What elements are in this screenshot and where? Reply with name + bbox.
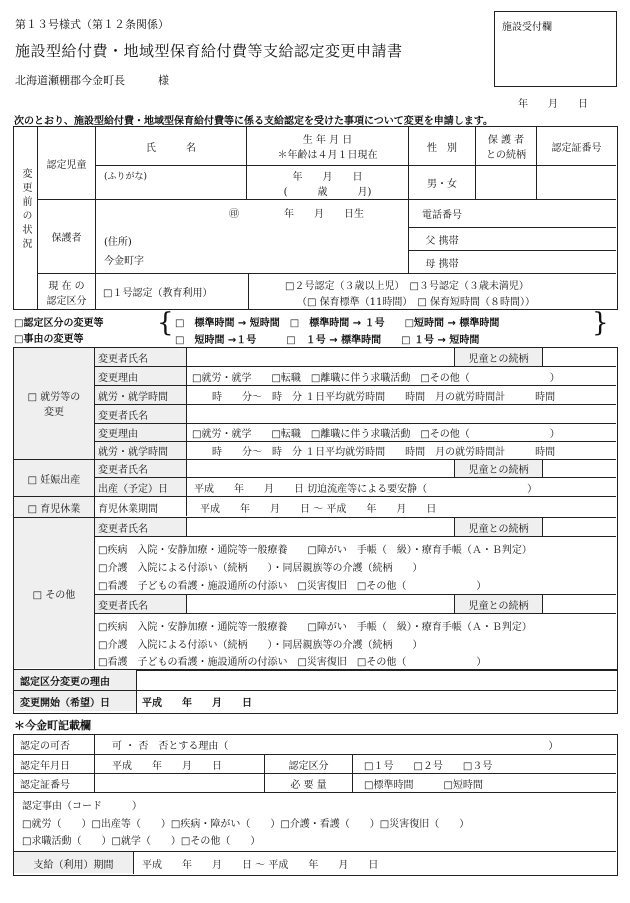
work-time-fields[interactable]: 時 分～ 時 分 １日平均就労時間 時間 月の就労時間計 時間 [212,447,556,458]
col-birth-note: ＊年齢は４月１日現在 [277,150,378,161]
office-section-title: ＊今金町記載欄 [14,719,91,732]
other-care-line[interactable]: □介護 入院による付添い（続柄 ）・同居親族等の介護（続柄 ） [98,562,423,574]
addressee: 北海道瀬棚郡今金町長 様 [15,74,169,87]
document-title: 施設型給付費・地域型保育給付費等支給認定変更申請書 [15,42,403,60]
work-change-checkbox[interactable]: □ 就労等の [27,392,81,403]
other-nursing-line[interactable]: □看護 子どもの看護・施設通所の付添い □災害復旧 □その他（ ） [98,580,487,592]
changer-name-label: 変更者氏名 [98,353,148,365]
other-illness-line[interactable]: □疾病 入院・安静加療・通院等一般療養 □障がい 手帳（ 級）・療育手帳（Ａ・Ｂ判定） [98,544,532,556]
category-2-3-checkbox[interactable]: □２号認定（３歳以上児） □３号認定（３歳未満児） [285,281,529,292]
reason-code-options-2[interactable]: □求職活動（ ）□就学（ ）□その他（ ） [22,836,261,847]
work-time-label: 就労・就学時間 [98,391,168,403]
changer-name-label: 変更者氏名 [98,410,148,422]
child-label: 認定児童 [46,159,87,171]
other-care-line[interactable]: □介護 入院による付添い（続柄 ）・同居親族等の介護（続柄 ） [98,639,423,651]
leave-period-label: 育児休業期間 [98,503,158,515]
current-category-label-2: 認定区分 [46,295,87,307]
approval-label: 認定の可否 [20,741,70,752]
work-change-label: 変更 [44,407,64,418]
other-nursing-line[interactable]: □看護 子どもの看護・施設通所の付添い □災害復旧 □その他（ ） [98,656,487,668]
change-options-row1[interactable]: □ 標準時間 → 短時間 □ 標準時間 → １号 □短時間 → 標準時間 [175,318,500,329]
col-sex: 性 別 [427,142,457,154]
work-time-label: 就労・就学時間 [98,447,168,458]
office-category-options[interactable]: □１号 □２号 □３号 [364,760,493,772]
changer-name-label: 変更者氏名 [98,465,148,476]
child-relation-label: 児童との続柄 [468,523,529,535]
approval-field[interactable]: 可 ・ 否 否とする理由（ ） [112,741,559,752]
col-name: 氏 名 [146,142,196,154]
work-reason-options[interactable]: □就労・就学 □転職 □離職に伴う求職活動 □その他（ ） [192,372,560,384]
change-options-row2[interactable]: □ 短時間 →１号 □ １号 → 標準時間 □ １号 → 短時間 [175,335,480,346]
left-brace: { [157,308,174,338]
change-reason-label: 変更理由 [98,372,138,384]
birth-ymd: 年 月 日 [292,171,363,183]
start-date-label: 変更開始（希望）日 [20,698,110,709]
application-date[interactable]: 年 月 日 [518,99,588,110]
reason-code-label: 認定事由（コード ） [22,801,142,812]
pregnancy-checkbox[interactable]: □ 妊娠出産 [27,474,81,486]
sex-options[interactable]: 男・女 [427,179,457,190]
col-relation: 保 護 者 [487,135,525,146]
reason-code-options-1[interactable]: □就労（ ）□出産等（ ）□疾病・障がい（ ）□介護・看護（ ）□災害復旧（ ） [22,819,470,830]
childcare-leave-checkbox[interactable]: □ 育児休業 [27,503,81,515]
reception-box [494,11,617,87]
work-reason-options[interactable]: □就労・就学 □転職 □離職に伴う求職活動 □その他（ ） [192,429,560,440]
before-side-label: 変更前の状況 [20,168,31,252]
child-relation-label: 児童との続柄 [468,353,529,365]
current-category-label: 現 在 の [48,280,85,292]
birth-age: ( 歳 月) [283,186,372,198]
address-value[interactable]: 今金町字 [104,256,144,267]
changer-name-label: 変更者氏名 [98,600,148,612]
category-1-checkbox[interactable]: □１号認定（教育利用） [103,288,213,299]
furigana-label: (ふりがな) [104,172,148,182]
cert-no-field[interactable] [537,166,616,199]
col-cert-no: 認定証番号 [551,142,602,154]
intro-text: 次のとおり、施設型給付費・地域型保育給付費等に係る支給認定を受けた事項について変更を申請します。 [14,116,493,127]
mother-mobile-label: 母 携帯 [425,258,459,270]
office-cert-no-label: 認定証番号 [20,779,70,791]
col-relation-2: との続柄 [486,150,526,161]
other-illness-line[interactable]: □疾病 入院・安静加療・通院等一般療養 □障がい 手帳（ 級）・療育手帳（Ａ・Ｂ判定） [98,621,532,633]
due-date-label: 出産（予定）日 [98,483,168,495]
change-reason-label: 変更理由 [98,429,138,440]
child-birth-field[interactable] [247,166,408,199]
supply-period-label: 支給（利用）期間 [33,859,114,871]
office-category-label: 認定区分 [288,760,329,772]
right-brace: } [592,308,609,338]
category-reason-label: 認定区分変更の理由 [20,676,110,688]
category-change-checkbox[interactable]: □認定区分の変更等 [14,318,104,329]
guardian-label: 保護者 [51,233,82,244]
phone-label: 電話番号 [422,210,462,221]
child-name-field[interactable] [96,178,246,198]
other-checkbox[interactable]: □ その他 [32,590,76,601]
guardian-birth[interactable]: 年 月 日生 [284,209,364,220]
care-hours-checkbox[interactable]: （□ 保育標準（11時間） □ 保育短時間（８時間）） [297,297,535,308]
reception-label: 施設受付欄 [502,22,552,33]
required-amount-options[interactable]: □標準時間 □短時間 [364,779,483,791]
seal-mark: ㊞ [229,209,239,220]
father-mobile-label: 父 携帯 [425,235,459,247]
start-date-field[interactable]: 平成 年 月 日 [142,698,252,709]
address-label: (住所) [104,237,132,248]
work-time-fields[interactable]: 時 分～ 時 分 １日平均就労時間 時間 月の就労時間計 時間 [212,391,556,403]
child-relation-label: 児童との続柄 [468,600,529,612]
reason-change-checkbox[interactable]: □事由の変更等 [14,334,84,345]
due-date-field[interactable]: 平成 年 月 日 切迫流産等による要安静（ ） [194,483,538,495]
relation-field[interactable] [476,166,536,199]
leave-period-field[interactable]: 平成 年 月 日 ～ 平成 年 月 日 [200,503,437,515]
supply-period-field[interactable]: 平成 年 月 日 ～ 平成 年 月 日 [142,859,379,871]
changer-name-label: 変更者氏名 [98,523,148,535]
form-number: 第１３号様式（第１２条関係） [15,18,169,31]
category-reason-field[interactable] [140,670,610,690]
col-birth: 生 年 月 日 [302,135,353,146]
approval-date-label: 認定年月日 [20,760,70,772]
child-relation-label: 児童との続柄 [468,465,529,476]
approval-date-field[interactable]: 平成 年 月 日 [112,760,222,772]
required-amount-label: 必 要 量 [290,779,327,791]
